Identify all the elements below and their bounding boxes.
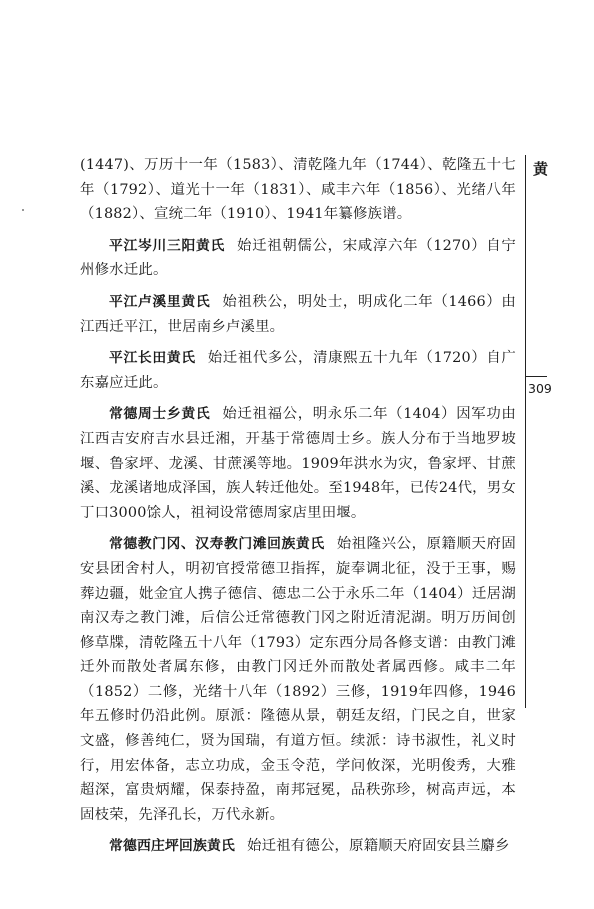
paragraph-body: (1447)、万历十一年（1583）、清乾隆九年（1744）、乾隆五十七年（1792）、道光十一年（1831）、咸丰六年（1856）、光绪八年（1882）、宣统二年（1910）、1941年纂修族谱。 xyxy=(80,157,516,223)
paragraph-entry xyxy=(80,532,516,827)
paragraph-body: 始祖隆兴公，原籍顺天府固安县团舍村人，明初官授常德卫指挥，旋奉调北征，没于王事，赐葬边疆，妣金宜人携子德信、德忠二公于永乐二年（1404）迁居湖南汉寿之教门滩，后信公迁常德教门冈之附近清泥湖。明万历间创修草牒，清乾隆五十八年（1793）定东西分局各修支谱：由教门滩迁外而散处者属东修，由教门冈迁外而散处者属西修。咸丰二年（1852）二修，光绪十八年（1892）三修，1919年四修，1946年五修时仍沿此例。原派：隆德从景，朝廷友绍，门民之自，世家文盛，修善纯仁，贤为国瑞，有道方恒。续派：诗书淑性，礼义时行，用宏体备，志立功成，金玉令范，学问攸深，光明俊秀，大雅超深，富贵炳耀，保泰持盈，南邦冠冕，品秩弥珍，树高声远，本固枝荣，先泽孔长，万代永新。 xyxy=(80,536,517,823)
running-head-char: 黄 xyxy=(533,160,549,178)
text-column xyxy=(80,153,516,859)
paragraph-body: 始迁祖代多公，清康熙五十九年（1720）自广东嘉应迁此。 xyxy=(80,350,517,391)
entry-heading: 常德周士乡黄氏 xyxy=(109,406,211,423)
paragraph-body: 始迁祖福公，明永乐二年（1404）因军功由江西吉安府吉水县迁湘，开基于常德周士乡。族人分布于当地罗坡堰、鲁家坪、龙溪、甘蔗溪等地。1909年洪水为灾，鲁家坪、甘蔗溪、龙溪诸地成泽国，族人转迁他处。至1948年，已传24代，男女丁口3000馀人，祖祠设常德周家店里田堰。 xyxy=(80,406,517,521)
paragraph-body: 始祖秩公，明处士，明成化二年（1466）由江西迁平江，世居南乡卢溪里。 xyxy=(80,293,517,335)
entry-heading: 平江岑川三阳黄氏 xyxy=(109,237,226,254)
entry-heading: 常德西庄坪回族黄氏 xyxy=(109,838,235,855)
entry-heading: 平江长田黄氏 xyxy=(109,350,196,367)
page-number: 309 xyxy=(528,381,552,396)
margin-rule xyxy=(525,155,526,708)
entry-heading: 常德教门冈、汉寿教门滩回族黄氏 xyxy=(109,536,325,553)
paragraph-entry xyxy=(80,834,516,859)
scan-speck xyxy=(22,209,24,211)
page-number-rule xyxy=(525,376,547,377)
paragraph-continued xyxy=(80,153,516,227)
paragraph-body: 始迁祖有德公，原籍顺天府固安县兰麝乡 xyxy=(246,838,510,855)
paragraph-entry xyxy=(80,402,516,525)
paragraph-entry xyxy=(80,290,516,339)
paragraph-body: 始迁祖朝儒公，宋咸淳六年（1270）自宁州修水迁此。 xyxy=(80,237,516,279)
paragraph-entry xyxy=(80,234,516,283)
paragraph-entry xyxy=(80,346,516,395)
entry-heading: 平江卢溪里黄氏 xyxy=(109,293,211,310)
